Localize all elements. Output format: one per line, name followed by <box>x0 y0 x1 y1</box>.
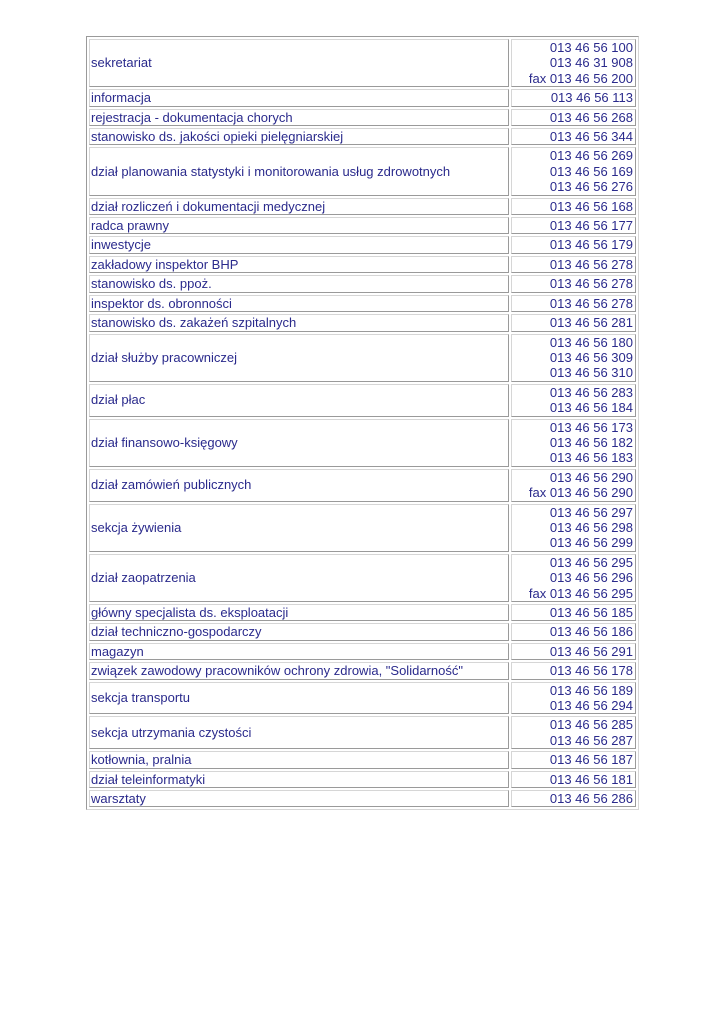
table-row <box>89 604 636 621</box>
phone-numbers <box>511 384 636 417</box>
department-name: inwestycje <box>89 236 509 253</box>
table-row <box>89 109 636 126</box>
phone-number: 013 46 56 283 <box>549 384 633 400</box>
phone-numbers <box>511 256 636 273</box>
department-name: dział służby pracowniczej <box>89 334 509 382</box>
phone-number: 013 46 56 285 <box>549 717 633 733</box>
phone-number: 013 46 56 295 <box>549 554 633 570</box>
table-row <box>89 771 636 788</box>
phone-directory-body <box>89 39 636 807</box>
table-row <box>89 419 636 467</box>
phone-numbers <box>511 662 636 679</box>
department-name: dział teleinformatyki <box>89 771 509 788</box>
phone-number: 013 46 56 281 <box>549 315 633 331</box>
phone-number: 013 46 56 278 <box>549 276 633 292</box>
department-name: dział płac <box>89 384 509 417</box>
phone-numbers <box>511 109 636 126</box>
table-row <box>89 662 636 679</box>
phone-numbers <box>511 604 636 621</box>
phone-number: 013 46 56 269 <box>549 148 633 164</box>
phone-number: 013 46 56 309 <box>549 349 633 365</box>
phone-numbers <box>511 469 636 502</box>
department-name: sekretariat <box>89 39 509 87</box>
table-row <box>89 256 636 273</box>
phone-number: 013 46 31 908 <box>549 55 633 71</box>
phone-number: 013 46 56 278 <box>549 256 633 272</box>
department-name: stanowisko ds. jakości opieki pielęgniarskiej <box>89 128 509 145</box>
phone-numbers <box>511 217 636 234</box>
phone-numbers <box>511 128 636 145</box>
phone-numbers <box>511 275 636 292</box>
department-name: stanowisko ds. zakażeń szpitalnych <box>89 314 509 331</box>
table-row <box>89 295 636 312</box>
department-name: zakładowy inspektor BHP <box>89 256 509 273</box>
phone-number: 013 46 56 184 <box>549 400 633 416</box>
phone-number: fax 013 46 56 200 <box>528 70 633 86</box>
phone-numbers <box>511 504 636 552</box>
department-name: dział finansowo-księgowy <box>89 419 509 467</box>
phone-number: 013 46 56 183 <box>549 450 633 466</box>
phone-number: 013 46 56 278 <box>549 295 633 311</box>
phone-numbers <box>511 716 636 749</box>
table-row <box>89 716 636 749</box>
table-row <box>89 790 636 807</box>
table-row <box>89 554 636 602</box>
phone-number: 013 46 56 187 <box>549 752 633 768</box>
phone-number: 013 46 56 268 <box>549 109 633 125</box>
phone-number: 013 46 56 299 <box>549 535 633 551</box>
department-name: dział rozliczeń i dokumentacji medycznej <box>89 198 509 215</box>
table-row <box>89 751 636 768</box>
department-name: dział planowania statystyki i monitorowania usług zdrowotnych <box>89 147 509 195</box>
table-row <box>89 275 636 292</box>
phone-number: 013 46 56 177 <box>549 218 633 234</box>
phone-directory-table <box>86 36 639 810</box>
table-row <box>89 682 636 715</box>
department-name: warsztaty <box>89 790 509 807</box>
department-name: główny specjalista ds. eksploatacji <box>89 604 509 621</box>
phone-number: 013 46 56 182 <box>549 434 633 450</box>
phone-number: 013 46 56 344 <box>549 129 633 145</box>
phone-number: 013 46 56 181 <box>549 771 633 787</box>
phone-numbers <box>511 147 636 195</box>
phone-numbers <box>511 39 636 87</box>
phone-number: 013 46 56 173 <box>549 419 633 435</box>
phone-number: 013 46 56 294 <box>549 698 633 714</box>
table-row <box>89 384 636 417</box>
phone-number: 013 46 56 179 <box>549 237 633 253</box>
table-row <box>89 643 636 660</box>
phone-number: 013 46 56 296 <box>549 570 633 586</box>
phone-numbers <box>511 790 636 807</box>
department-name: sekcja utrzymania czystości <box>89 716 509 749</box>
phone-numbers <box>511 198 636 215</box>
phone-numbers <box>511 643 636 660</box>
phone-number: fax 013 46 56 290 <box>528 485 633 501</box>
phone-number: 013 46 56 180 <box>549 334 633 350</box>
table-row <box>89 504 636 552</box>
phone-number: 013 46 56 286 <box>549 791 633 807</box>
phone-number: 013 46 56 287 <box>549 732 633 748</box>
department-name: stanowisko ds. ppoż. <box>89 275 509 292</box>
department-name: inspektor ds. obronności <box>89 295 509 312</box>
phone-number: 013 46 56 298 <box>549 519 633 535</box>
table-row <box>89 236 636 253</box>
phone-numbers <box>511 295 636 312</box>
phone-number: 013 46 56 113 <box>550 90 633 106</box>
table-row <box>89 334 636 382</box>
department-name: radca prawny <box>89 217 509 234</box>
phone-numbers <box>511 419 636 467</box>
phone-number: 013 46 56 169 <box>549 163 633 179</box>
phone-number: 013 46 56 178 <box>549 663 633 679</box>
phone-number: fax 013 46 56 295 <box>528 585 633 601</box>
phone-number: 013 46 56 168 <box>549 198 633 214</box>
phone-numbers <box>511 334 636 382</box>
phone-numbers <box>511 751 636 768</box>
phone-number: 013 46 56 290 <box>549 469 633 485</box>
department-name: rejestracja - dokumentacja chorych <box>89 109 509 126</box>
table-row <box>89 314 636 331</box>
department-name: magazyn <box>89 643 509 660</box>
department-name: sekcja transportu <box>89 682 509 715</box>
table-row <box>89 198 636 215</box>
table-row <box>89 89 636 106</box>
department-name: sekcja żywienia <box>89 504 509 552</box>
phone-number: 013 46 56 186 <box>549 624 633 640</box>
table-row <box>89 469 636 502</box>
phone-numbers <box>511 771 636 788</box>
phone-number: 013 46 56 189 <box>549 682 633 698</box>
phone-number: 013 46 56 276 <box>549 179 633 195</box>
department-name: dział zamówień publicznych <box>89 469 509 502</box>
department-name: informacja <box>89 89 509 106</box>
phone-numbers <box>511 682 636 715</box>
table-row <box>89 217 636 234</box>
phone-number: 013 46 56 297 <box>549 504 633 520</box>
phone-number: 013 46 56 291 <box>549 643 633 659</box>
phone-numbers <box>511 236 636 253</box>
phone-numbers <box>511 89 636 106</box>
table-row <box>89 147 636 195</box>
phone-number: 013 46 56 310 <box>549 365 633 381</box>
table-row <box>89 623 636 640</box>
phone-number: 013 46 56 185 <box>549 605 633 620</box>
table-row <box>89 39 636 87</box>
phone-number: 013 46 56 100 <box>549 40 633 55</box>
table-row <box>89 128 636 145</box>
phone-numbers <box>511 314 636 331</box>
phone-numbers <box>511 554 636 602</box>
phone-numbers <box>511 623 636 640</box>
department-name: kotłownia, pralnia <box>89 751 509 768</box>
department-name: dział zaopatrzenia <box>89 554 509 602</box>
department-name: dział techniczno-gospodarczy <box>89 623 509 640</box>
department-name: związek zawodowy pracowników ochrony zdrowia, "Solidarność" <box>89 662 509 679</box>
